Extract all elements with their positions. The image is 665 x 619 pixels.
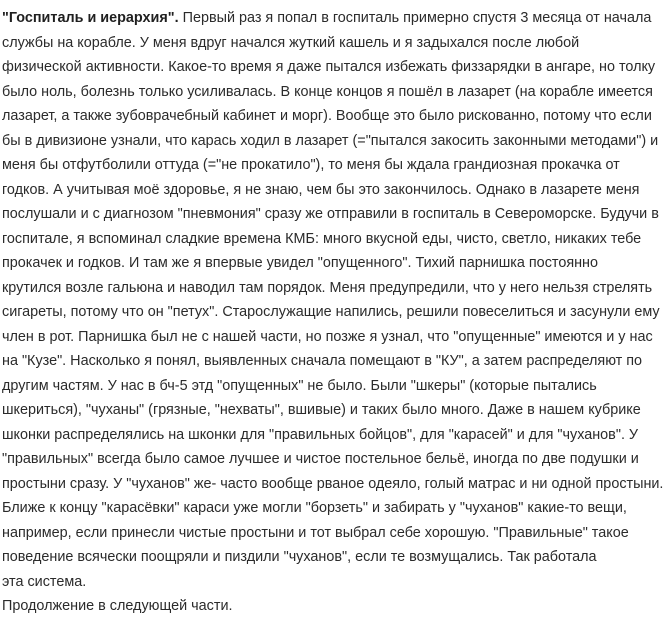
- article-title: "Госпиталь и иерархия".: [2, 10, 179, 26]
- paragraph-line: член в рот. Парнишка был не с нашей части, но позже я узнал, что "опущенные" имеются и у нас: [2, 328, 653, 345]
- paragraph-line: "правильных" всегда было самое лучшее и чистое постельное бельё, иногда по две подушки и: [2, 451, 639, 467]
- paragraph-line: Ближе к концу "карасёвки" караси уже могли "борзеть" и забирать у "чуханов" какие-то вещи,: [2, 500, 627, 516]
- paragraph-line: на "Кузе". Насколько я понял, выявленных сначала помещают в "КУ", а затем распределяют по: [2, 353, 643, 369]
- paragraph-line: бы в дивизионе узнали, что карась ходил в лазарет (="пытался закосить законными методами") и: [2, 132, 659, 149]
- paragraph-line: шконки распределялись на шконки для "правильных бойцов", для "карасей" и для "чуханов". У: [2, 426, 639, 443]
- paragraph-line: меня бы отфутболили оттуда (="не прокатило"), то меня бы ждала грандиозная прокачка от: [2, 157, 620, 173]
- paragraph-line: другим частям. У нас в бч-5 этд "опущенных" не было. Были "шкеры" (которые пытались: [2, 377, 597, 394]
- paragraph-line-1: [2, 6, 663, 31]
- paragraph-line: физической активности. Какое-то время я даже пытался избежать физзарядки в ангаре, но толку: [2, 59, 656, 75]
- paragraph-line: простыни сразу. У "чуханов" же- часто вообще рваное одеяло, голый матрас и ни одной простыни.: [2, 475, 664, 492]
- first-line-text: Первый раз я попал в госпиталь примерно спустя 3 месяца от начала: [178, 10, 652, 26]
- paragraph-line: шкериться), "чуханы" (грязные, "нехваты", вшивые) и таких было много. Даже в нашем кубрике: [2, 402, 641, 418]
- paragraph-line: сигареты, потому что он "петух". Старослужащие напились, решили повеселиться и засунули ему: [2, 304, 660, 320]
- paragraph-line: например, если принесли чистые простыни и тот выбрал себе хорошую. "Правильные" такое: [2, 524, 629, 541]
- paragraph-line: послушали и с диагнозом "пневмония" сразу же отправили в госпиталь в Североморске. Будучи в: [2, 206, 659, 222]
- paragraph-line: годков. А учитывая моё здоровье, я не знаю, чем бы это закончилось. Однако в лазарете меня: [2, 181, 640, 198]
- paragraph-line: службы на корабле. У меня вдруг начался жуткий кашель и я задыхался после любой: [2, 34, 580, 51]
- continuation-note: Продолжение в следующей части.: [2, 598, 233, 614]
- paragraph-line: было ноль, болезнь только усиливалась. В конце концов я пошёл в лазарет (на корабле имеется: [2, 83, 653, 100]
- paragraph-line: поведение всячески поощряли и пиздили "чуханов", если те возмущались. Так работала: [2, 549, 597, 565]
- paragraph-line: лазарет, а также зубоврачебный кабинет и морг). Вообще это было рискованно, потому что если: [2, 108, 652, 124]
- paragraph-line: эта система.: [2, 573, 87, 590]
- paragraph-line: прокачек и годков. И там же я впервые увидел "опущенного". Тихий парнишка постоянно: [2, 255, 599, 271]
- paragraph-line: госпитале, я вспоминал сладкие времена КМБ: много вкусной еды, чисто, светло, никаких тебе: [2, 230, 642, 247]
- paragraph-line: крутился возле гальюна и наводил там порядок. Меня предупредили, что у него нельзя стрелять: [2, 279, 653, 296]
